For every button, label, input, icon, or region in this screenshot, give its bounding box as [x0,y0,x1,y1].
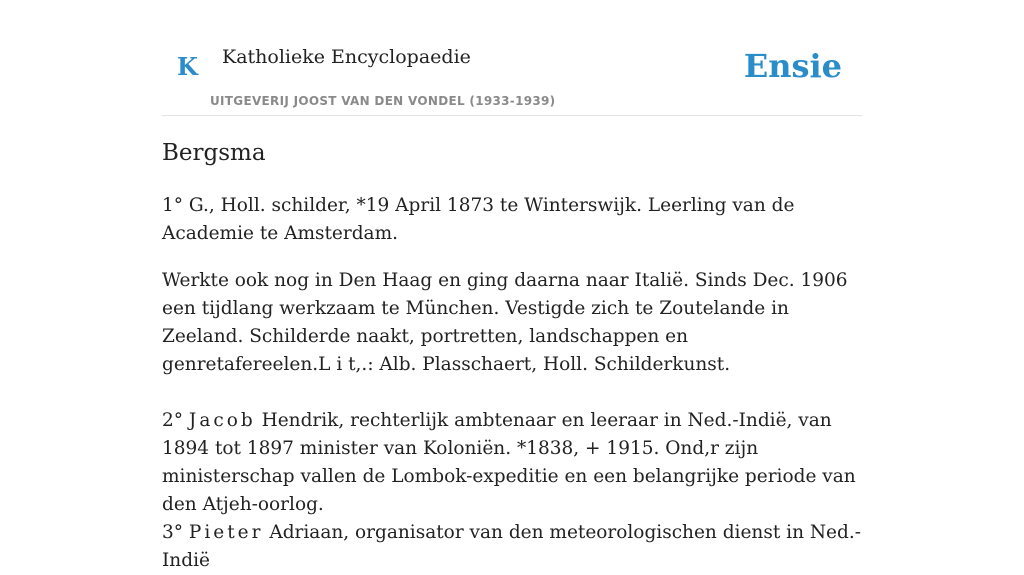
item-2-number: 2° [162,410,189,431]
site-header [162,0,862,116]
item-3-number: 3° [162,522,189,543]
ensie-logo[interactable]: Ensie [743,47,842,85]
entry-body [162,192,862,575]
paragraph-4 [162,519,862,575]
paragraph-3 [162,407,862,519]
paragraph-2: Werkte ook nog in Den Haag en ging daarna naar Italië. Sinds Dec. 1906 een tijdlang werkzaam te München. Vestigde zich te Zoutelande in Zeeland. Schilderde naakt, portretten, landschappen en genretafereelen.L i t,.: Alb. Plasschaert, Holl. Schilderkunst. [162,270,848,375]
book-title-link[interactable]: Katholieke Encyclopaedie [222,46,471,68]
entry-title: Bergsma [162,140,266,166]
item-3-spaced-name: Pieter [188,522,264,543]
paragraph-1: 1° G., Holl. schilder, *19 April 1873 te Winterswijk. Leerling van de Academie te Amsterdam. [162,195,795,244]
book-logo[interactable]: K [177,52,198,81]
item-2-spaced-name: Jacob [188,410,256,431]
publisher-label: UITGEVERIJ JOOST VAN DEN VONDEL (1933-1939) [210,94,556,108]
item-3-text: Adriaan, organisator van den meteorologischen dienst in Ned.-Indië [162,522,861,571]
item-2-text: Hendrik, rechterlijk ambtenaar en leeraar in Ned.-Indië, van 1894 tot 1897 minister van Koloniën. *1838, + 1915. Ond,r zijn ministerschap vallen de Lombok-expeditie en een belangrijke periode van den Atjeh-oorlog. [162,410,856,515]
page-container [162,0,862,571]
